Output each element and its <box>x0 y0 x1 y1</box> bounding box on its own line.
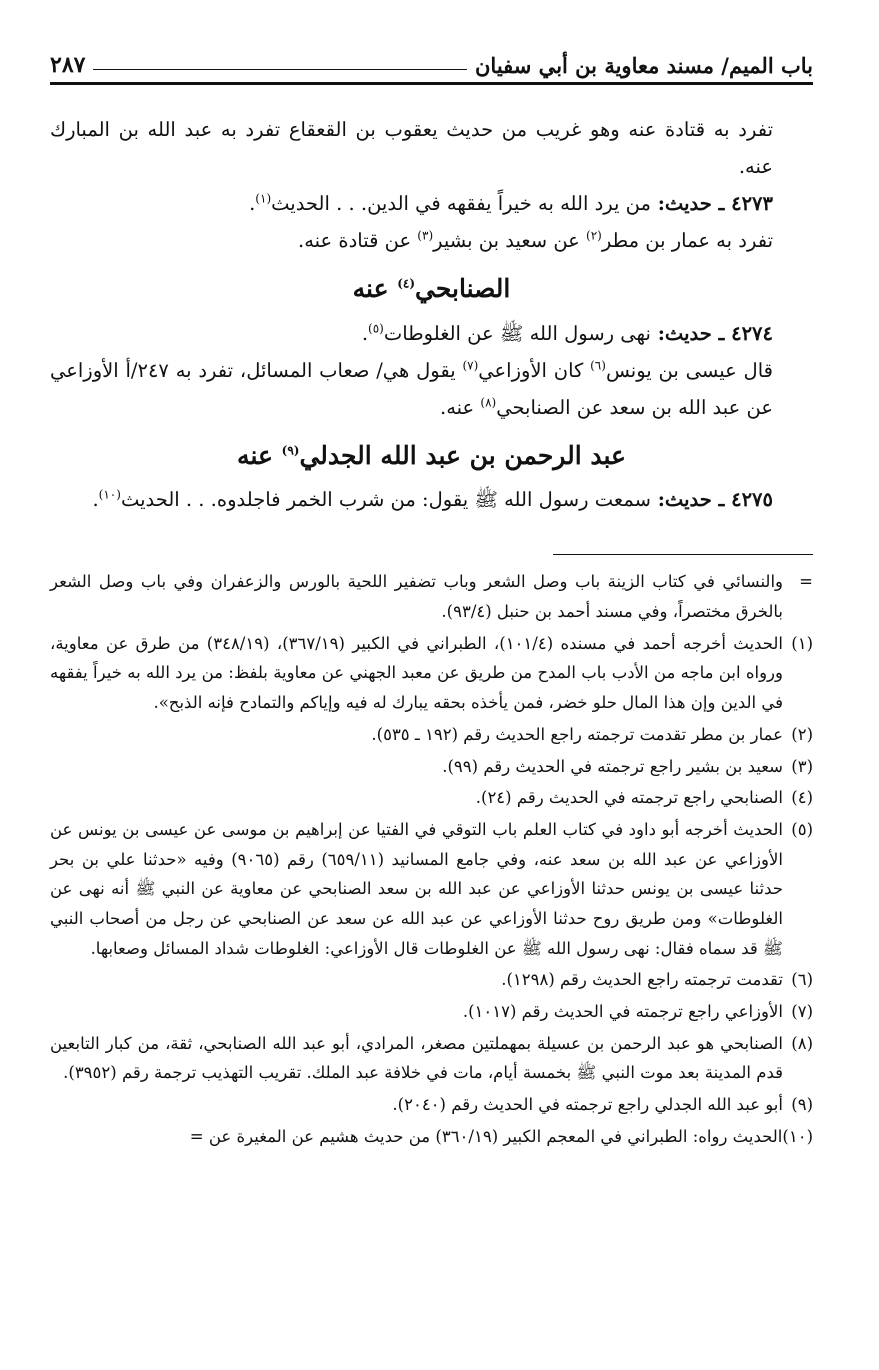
text-run: عبد الرحمن بن عبد الله الجدلي <box>299 440 626 470</box>
text-run: عنه <box>352 274 398 304</box>
paragraph <box>50 222 813 259</box>
hadith-number: ٤٢٧٣ ـ حديث: <box>650 192 773 216</box>
footnote-text: الصنابحي راجع ترجمته في الحديث رقم (٢٤). <box>475 788 783 808</box>
footnote <box>50 752 813 782</box>
text-run: عنه <box>237 440 282 470</box>
hadith-text: من يرد الله به خيراً يفقهه في الدين. . . الحديث <box>271 192 651 216</box>
hadith-end: . <box>249 192 256 216</box>
footnote-ref: (١) <box>255 191 272 206</box>
header-rule <box>93 69 467 70</box>
footnote-text: سعيد بن بشير راجع ترجمته في الحديث رقم (٩٩). <box>442 756 783 776</box>
footnote-mark: (١) <box>791 633 813 653</box>
main-text <box>50 111 813 518</box>
footnote <box>50 815 813 963</box>
footnote-ref: (٧) <box>462 358 479 373</box>
hadith-number: ٤٢٧٥ ـ حديث: <box>650 488 773 512</box>
footnote <box>50 1090 813 1120</box>
paragraph <box>50 352 813 426</box>
footnote-text: الحديث أخرجه أحمد في مسنده (١٠١/٤)، الطبراني في الكبير (٣٦٧/١٩)، (٣٤٨/١٩) من طرق عن معاوية، ورواه ابن ماجه من الأدب باب المدح من طريق عن معبد الجهني عن معاوية بلفظ: من يرد الله به خيراً يفقهه في الدين وإن هذا المال حلو خضر، فمن يأخذه بحقه يبارك له فيه وإياكم والتمادح فإنه الذبح». <box>50 633 783 713</box>
footnote <box>50 720 813 750</box>
hadith-text: سمعت رسول الله ﷺ يقول: من شرب الخمر فاجلدوه. . . الحديث <box>120 488 651 512</box>
footnote-mark: (٧) <box>791 1002 813 1021</box>
footnote-ref: (٨) <box>480 395 497 410</box>
footnote-text: أبو عبد الله الجدلي راجع ترجمته في الحديث رقم (٢٠٤٠). <box>392 1095 783 1115</box>
footnote-ref: (٦) <box>590 358 606 373</box>
footnote-ref: (١٠) <box>98 487 121 502</box>
text-run: كان الأوزاعي <box>478 358 591 382</box>
text-run: تفرد به عمار بن مطر <box>601 229 773 253</box>
text-run: عن سعيد بن بشير <box>433 229 587 253</box>
paragraph: تفرد به قتادة عنه وهو غريب من حديث يعقوب بن القعقاع تفرد به عبد الله بن المبارك عنه. <box>50 118 773 179</box>
text-run: قال عيسى بن يونس <box>605 358 773 382</box>
hadith-end: . <box>361 321 369 345</box>
footnote-mark: (٢) <box>791 724 813 744</box>
text-run: يقول هي/ صعاب المسائل، تفرد به ٢٤٧/أ الأوزاعي عن عبد الله بن سعد عن الصنابحي <box>50 358 773 419</box>
footnote-text: والنسائي في كتاب الزينة باب وصل الشعر وباب تضفير اللحية بالورس والزعفران وفي باب وصل الشعر بالخرق مختصراً، وفي مسند أحمد بن حنبل (٩٣/٤). <box>50 572 783 622</box>
footnote-mark: (٨) <box>791 1033 813 1053</box>
book-page <box>50 38 813 1153</box>
footnote-separator <box>553 554 813 555</box>
footnote <box>50 783 813 813</box>
footnote-ref: (٩) <box>281 443 300 458</box>
hadith-entry <box>50 315 813 352</box>
footnote-mark: (٦) <box>791 970 813 990</box>
footnote-ref: (٢) <box>586 228 602 243</box>
footnote <box>50 567 813 626</box>
hadith-entry <box>50 185 813 222</box>
text-run: عن قتادة عنه. <box>298 229 418 253</box>
footnote-ref: (٤) <box>397 276 416 291</box>
footnote-ref: (٣) <box>417 228 434 243</box>
footnote <box>50 1029 813 1088</box>
hadith-entry <box>50 481 813 518</box>
page-number: ٢٨٧ <box>50 52 86 78</box>
footnote <box>50 965 813 995</box>
section-title <box>50 432 813 480</box>
footnote-mark: (١٠) <box>782 1126 813 1146</box>
hadith-text: نهى رسول الله ﷺ عن الغلوطات <box>383 321 651 345</box>
hadith-number: ٤٢٧٤ ـ حديث: <box>650 321 773 345</box>
footnote-ref: (٥) <box>368 321 384 336</box>
footnote-text: الأوزاعي راجع ترجمته في الحديث رقم (١٠١٧). <box>462 1002 783 1021</box>
text-run: الصنابحي <box>415 274 511 304</box>
footnote-text: الحديث أخرجه أبو داود في كتاب العلم باب التوقي في الفتيا عن إبراهيم بن موسى عن عيسى بن يونس عن الأوزاعي عن عبد الله بن سعد عنه، وفي جامع المسانيد (٦٥٩/١١) رقم (٩٠٦٥) وفيه «حدثنا علي بن بحر حدثنا عيسى بن يونس حدثنا الأوزاعي عن عبد الله بن سعد الصنابحي عن معاوية عن النبي ﷺ أنه نهى عن الغلوطات» ومن طريق روح حدثنا الأوزاعي عن عبد الله عن سعد عن الصنابحي عن رجل من أصحاب النبي ﷺ قد سماه فقال: نهى رسول الله ﷺ عن الغلوطات قال الأوزاعي: الغلوطات شداد المسائل وصعابها. <box>50 819 783 958</box>
footnote <box>50 1122 813 1152</box>
footnote-mark: (٣) <box>791 756 813 776</box>
section-title <box>50 265 813 313</box>
text-run: عنه. <box>440 395 481 419</box>
footnote <box>50 997 813 1027</box>
footnote-text: تقدمت ترجمته راجع الحديث رقم (١٢٩٨). <box>501 970 783 990</box>
footnote-text: عمار بن مطر تقدمت ترجمته راجع الحديث رقم (١٩٢ ـ ٥٣٥). <box>371 724 783 744</box>
footnote-mark: (٤) <box>791 788 813 808</box>
running-header <box>50 38 813 85</box>
footnote-text: الصنابحي هو عبد الرحمن بن عسيلة بمهملتين مصغر، المرادي، أبو عبد الله الصنابحي، ثقة، من كبار التابعين قدم المدينة بعد موت النبي ﷺ بخمسة أيام، مات في خلافة عبد الملك. تقريب التهذيب ترجمة رقم (٣٩٥٢). <box>50 1033 783 1083</box>
footnote <box>50 629 813 718</box>
footnote-mark: = <box>799 572 813 592</box>
footnote-text: الحديث رواه: الطبراني في المعجم الكبير (٣٦٠/١٩) من حديث هشيم عن المغيرة عن = <box>189 1126 783 1146</box>
running-title: باب الميم/ مسند معاوية بن أبي سفيان <box>475 53 813 78</box>
footnote-mark: (٩) <box>791 1095 813 1115</box>
hadith-end: . <box>92 488 99 512</box>
footnotes <box>50 567 813 1151</box>
footnote-mark: (٥) <box>791 819 813 839</box>
